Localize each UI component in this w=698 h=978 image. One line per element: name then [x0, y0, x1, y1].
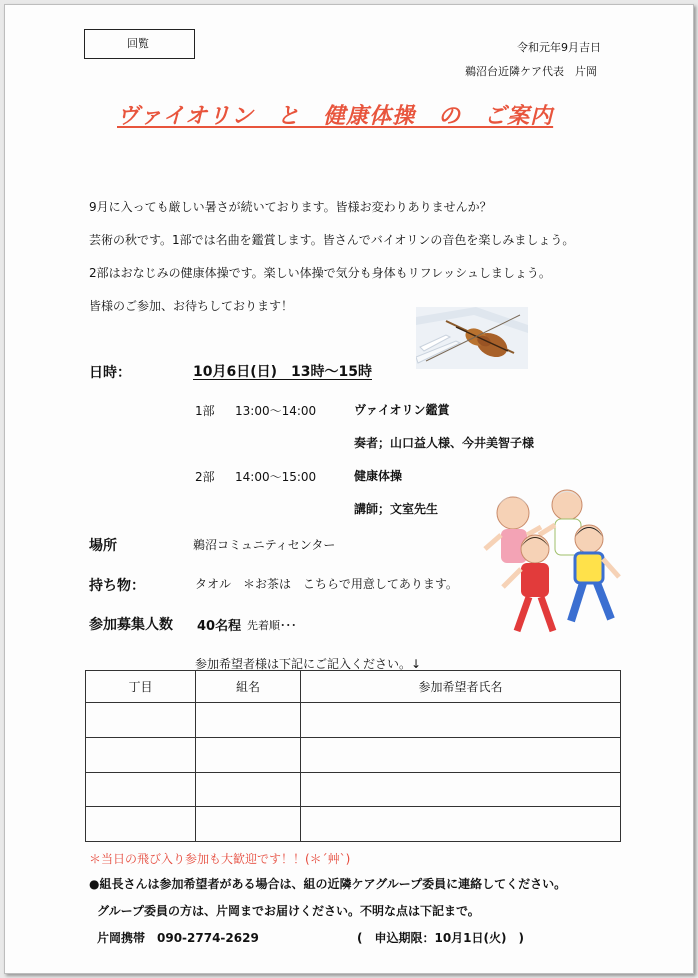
intro-line-1: 9月に入っても厳しい暑さが続いております。皆様お変わりありませんか？: [89, 200, 492, 214]
sender: 鵜沼台近隣ケア代表 片岡: [465, 65, 597, 78]
contact-phone: 片岡携帯 090-2774-2629: [97, 931, 259, 945]
application-deadline: ( 申込期限：10月1日(火) ): [357, 931, 524, 945]
table-cell[interactable]: [86, 703, 196, 738]
part2-time: 14:00～15:00: [235, 470, 317, 484]
table-cell[interactable]: [86, 772, 196, 807]
form-instruction: 参加希望者様は下記にご記入ください。↓: [195, 657, 422, 671]
header-chome: 丁目: [86, 671, 196, 703]
table-cell[interactable]: [196, 772, 301, 807]
part1-time: 13:00～14:00: [235, 404, 317, 418]
belongings-value: タオル ＊お茶は こちらで用意してあります。: [195, 577, 458, 591]
part2-title: 健康体操: [354, 469, 403, 483]
exercise-people-illustration: [479, 483, 625, 641]
header-participant-name: 参加希望者氏名: [301, 671, 621, 703]
capacity-label: 参加募集人数: [89, 617, 173, 633]
capacity-note: 先着順･･･: [247, 619, 297, 632]
table-cell[interactable]: [196, 703, 301, 738]
part1-performers: 奏者；山口益人様、今井美智子様: [354, 436, 535, 450]
notice-line-1: ●組長さんは参加希望者がある場合は、組の近隣ケアグループ委員に連絡してください。: [89, 877, 567, 891]
table-row: [86, 807, 621, 842]
table-cell[interactable]: [86, 807, 196, 842]
part1-title: ヴァイオリン鑑賞: [354, 403, 450, 417]
table-row: [86, 737, 621, 772]
issue-date: 令和元年9月吉日: [517, 41, 601, 54]
table-cell[interactable]: [86, 737, 196, 772]
table-cell[interactable]: [301, 772, 621, 807]
part2-instructor: 講師；文室先生: [354, 502, 439, 516]
table-row: [86, 703, 621, 738]
schedule-label: 日時：: [89, 365, 131, 381]
table-cell[interactable]: [301, 737, 621, 772]
table-row: [86, 772, 621, 807]
header-group-name: 組名: [196, 671, 301, 703]
capacity-value: 40名程: [197, 619, 242, 634]
belongings-label: 持ち物：: [89, 578, 145, 594]
table-cell[interactable]: [301, 807, 621, 842]
violin-image: [416, 307, 528, 369]
walk-in-welcome-note: ＊当日の飛び入り参加も大歓迎です！！(＊´艸`): [89, 852, 351, 866]
table-cell[interactable]: [196, 807, 301, 842]
table-header-row: [86, 671, 621, 703]
venue-label: 場所: [89, 538, 117, 554]
part1-name: 1部: [195, 404, 215, 418]
part2-name: 2部: [195, 470, 215, 484]
table-cell[interactable]: [301, 703, 621, 738]
venue-value: 鵜沼コミュニティセンター: [193, 538, 336, 552]
page-title: ヴァイオリン と 健康体操 の ご案内: [117, 104, 554, 129]
circulation-stamp-box: 回覧: [84, 29, 195, 59]
event-datetime: 10月6日(日) 13時～15時: [193, 364, 372, 380]
table-cell[interactable]: [196, 737, 301, 772]
signup-table: [85, 670, 621, 842]
intro-line-4: 皆様のご参加、お待ちしております！: [89, 299, 294, 313]
notice-line-2: グループ委員の方は、片岡までお届けください。不明な点は下記まで。: [97, 904, 480, 918]
intro-line-2: 芸術の秋です。1部では名曲を鑑賞します。皆さんでバイオリンの音色を楽しみましょう。: [89, 233, 575, 247]
flyer-page: [4, 4, 694, 974]
intro-line-3: 2部はおなじみの健康体操です。楽しい体操で気分も身体もリフレッシュしましょう。: [89, 266, 551, 280]
